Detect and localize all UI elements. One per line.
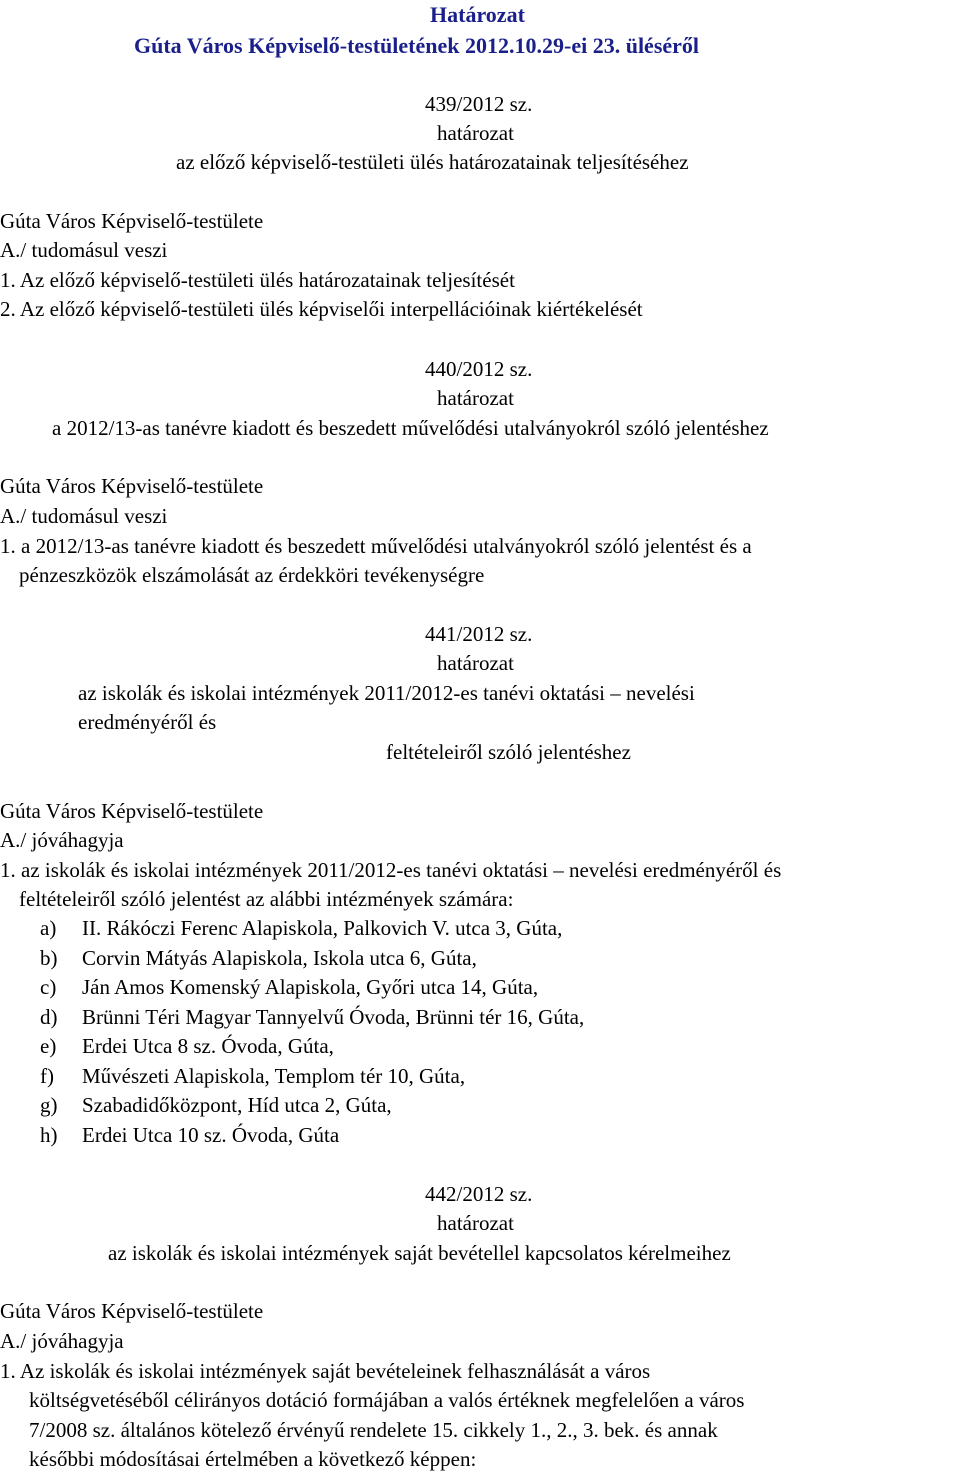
institution-text: Művészeti Alapiskola, Templom tér 10, Gúta, [82, 1064, 466, 1088]
resolution-440-topic: a 2012/13-as tanévre kiadott és beszedett művelődési utalványokról szóló jelentéshez [52, 416, 769, 440]
resolution-441-item-1-line-1: 1. az iskolák és iskolai intézmények 2011/2012-es tanévi oktatási – nevelési eredményéről és [0, 858, 782, 882]
document-subtitle: Gúta Város Képviselő-testületének 2012.10.29-ei 23. üléséről [134, 33, 700, 58]
institution-label: a) [40, 916, 57, 940]
resolution-439-kind: határozat [437, 121, 514, 145]
institution-label: f) [40, 1064, 54, 1088]
resolution-441-topic-line-2: eredményéről és [78, 710, 217, 734]
resolution-441-body: Gúta Város Képviselő-testülete [0, 799, 264, 823]
resolution-441-action: A./ jóváhagyja [0, 828, 124, 852]
institution-label: c) [40, 975, 57, 999]
resolution-442-kind: határozat [437, 1211, 514, 1235]
institution-text: Brünni Téri Magyar Tannyelvű Óvoda, Brünni tér 16, Gúta, [82, 1005, 585, 1029]
resolution-440-action: A./ tudomásul veszi [0, 504, 168, 528]
resolution-442-item-1-line-2: költségvetéséből célirányos dotáció formájában a valós értéknek megfelelően a város [29, 1388, 745, 1412]
institution-label: d) [40, 1005, 58, 1029]
resolution-441-item-1-line-2: feltételeiről szóló jelentést az alábbi intézmények számára: [19, 887, 514, 911]
resolution-441-topic-line-1: az iskolák és iskolai intézmények 2011/2012-es tanévi oktatási – nevelési [78, 681, 695, 705]
resolution-439-body: Gúta Város Képviselő-testülete [0, 209, 264, 233]
resolution-439-item-1: 1. Az előző képviselő-testületi ülés határozatainak teljesítését [0, 268, 515, 292]
institution-label: e) [40, 1034, 57, 1058]
resolution-442-item-1-line-3: 7/2008 sz. általános kötelező érvényű rendelete 15. cikkely 1., 2., 3. bek. és annak [29, 1418, 718, 1442]
resolution-441-topic-line-3: feltételeiről szóló jelentéshez [386, 740, 631, 764]
institution-label: g) [40, 1093, 58, 1117]
resolution-442-number: 442/2012 sz. [425, 1182, 533, 1206]
institution-label: h) [40, 1123, 58, 1147]
institution-text: Erdei Utca 10 sz. Óvoda, Gúta [82, 1123, 340, 1147]
resolution-440-item-1-line-2: pénzeszközök elszámolását az érdekköri tevékenységre [19, 563, 485, 587]
document-title: Határozat [430, 2, 525, 27]
resolution-439-item-2: 2. Az előző képviselő-testületi ülés képviselői interpellációinak kiértékelését [0, 297, 643, 321]
resolution-440-number: 440/2012 sz. [425, 357, 533, 381]
institution-text: Szabadidőközpont, Híd utca 2, Gúta, [82, 1093, 392, 1117]
institution-label: b) [40, 946, 58, 970]
resolution-439-action: A./ tudomásul veszi [0, 238, 168, 262]
resolution-442-body: Gúta Város Képviselő-testülete [0, 1299, 264, 1323]
resolution-442-item-1-line-4: későbbi módosításai értelmében a következő képpen: [29, 1447, 477, 1471]
institution-text: II. Rákóczi Ferenc Alapiskola, Palkovich V. utca 3, Gúta, [82, 916, 563, 940]
resolution-440-kind: határozat [437, 386, 514, 410]
resolution-440-item-1-line-1: 1. a 2012/13-as tanévre kiadott és beszedett művelődési utalványokról szóló jelentést és a [0, 534, 752, 558]
institution-text: Corvin Mátyás Alapiskola, Iskola utca 6, Gúta, [82, 946, 477, 970]
resolution-442-item-1-line-1: 1. Az iskolák és iskolai intézmények saját bevételeinek felhasználását a város [0, 1359, 651, 1383]
institution-text: Ján Amos Komenský Alapiskola, Győri utca 14, Gúta, [82, 975, 539, 999]
resolution-442-action: A./ jóváhagyja [0, 1329, 124, 1353]
resolution-439-number: 439/2012 sz. [425, 92, 533, 116]
resolution-439-topic: az előző képviselő-testületi ülés határozatainak teljesítéséhez [176, 150, 689, 174]
resolution-441-kind: határozat [437, 651, 514, 675]
institution-text: Erdei Utca 8 sz. Óvoda, Gúta, [82, 1034, 334, 1058]
resolution-442-topic: az iskolák és iskolai intézmények saját bevétellel kapcsolatos kérelmeihez [108, 1241, 731, 1265]
resolution-441-number: 441/2012 sz. [425, 622, 533, 646]
resolution-440-body: Gúta Város Képviselő-testülete [0, 474, 264, 498]
